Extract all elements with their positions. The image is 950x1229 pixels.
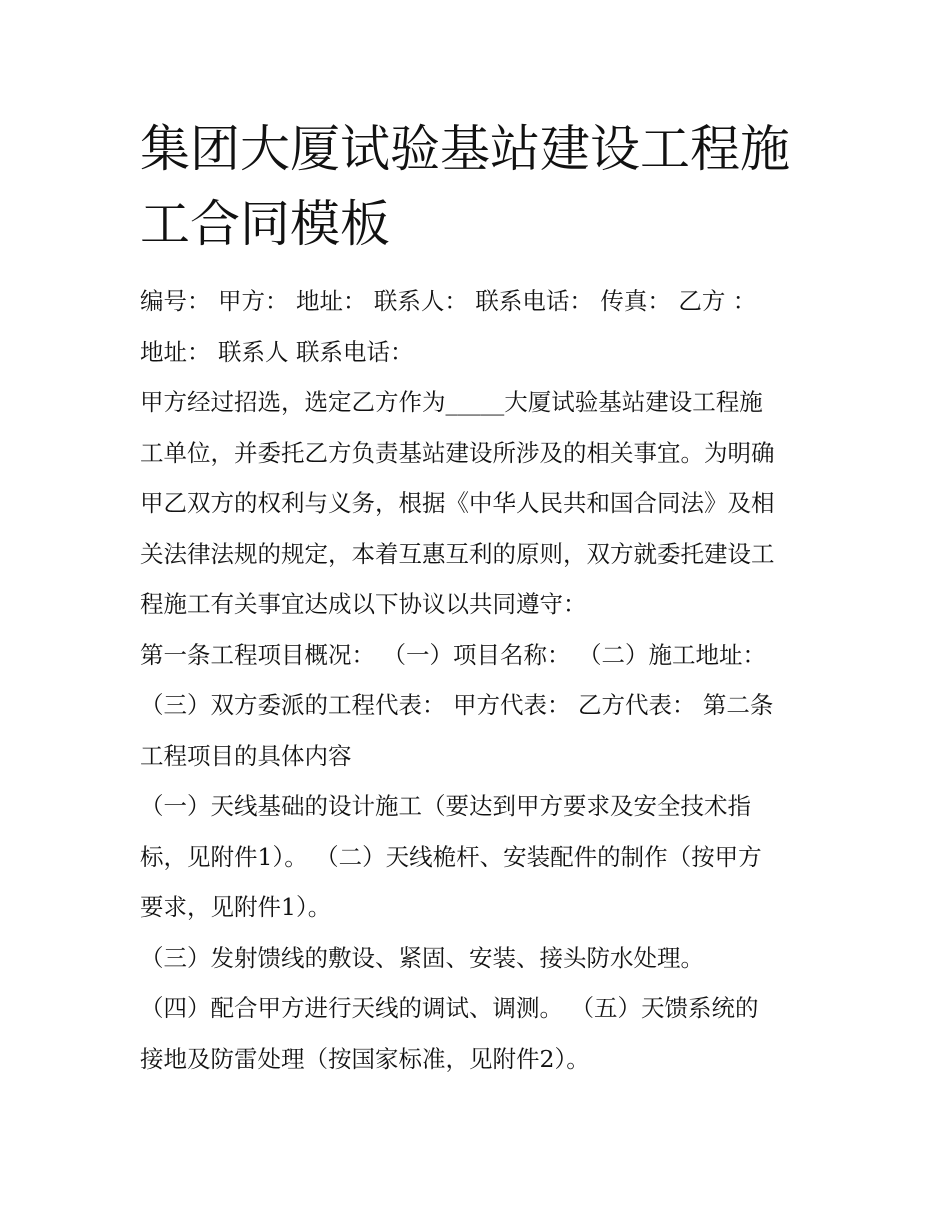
body-line: 第一条工程项目概况： （一）项目名称： （二）施工地址： bbox=[140, 640, 766, 669]
title-line: 工合同模板 bbox=[140, 195, 390, 253]
body-line: （三）双方委派的工程代表： 甲方代表： 乙方代表： 第二条 bbox=[140, 691, 774, 719]
body-line: 接地及防雷处理（按国家标准，见附件2）。 bbox=[140, 1044, 590, 1073]
document-title bbox=[140, 112, 830, 262]
body-line: 地址： 联系人 联系电话： bbox=[140, 337, 414, 366]
body-line: 要求，见附件1）。 bbox=[140, 893, 332, 921]
body-line: 程施工有关事宜达成以下协议以共同遵守： bbox=[140, 590, 587, 618]
body-line: 编号： 甲方： 地址： 联系人： 联系电话： 传真： 乙方 ： bbox=[140, 287, 757, 315]
body-line: 甲方经过招选，选定乙方作为_____大厦试验基站建设工程施 bbox=[140, 388, 763, 416]
body-line: 工程项目的具体内容 bbox=[140, 741, 352, 770]
body-line: 标，见附件1）。 （二）天线桅杆、安装配件的制作（按甲方 bbox=[140, 842, 762, 871]
body-line: 甲乙双方的权利与义务，根据《中华人民共和国合同法》及相 bbox=[140, 489, 775, 517]
body-line: 关法律法规的规定，本着互惠互利的原则，双方就委托建设工 bbox=[140, 539, 775, 568]
document-body bbox=[140, 276, 830, 1084]
body-line: （一）天线基础的设计施工（要达到甲方要求及安全技术指 bbox=[140, 792, 751, 820]
title-line: 集团大厦试验基站建设工程施 bbox=[140, 120, 790, 178]
body-line: 工单位，并委托乙方负责基站建设所涉及的相关事宜。为明确 bbox=[140, 438, 775, 467]
body-line: （三）发射馈线的敷设、紧固、安装、接头防水处理。 bbox=[140, 943, 704, 972]
body-line: （四）配合甲方进行天线的调试、调测。 （五）天馈系统的 bbox=[140, 994, 759, 1022]
